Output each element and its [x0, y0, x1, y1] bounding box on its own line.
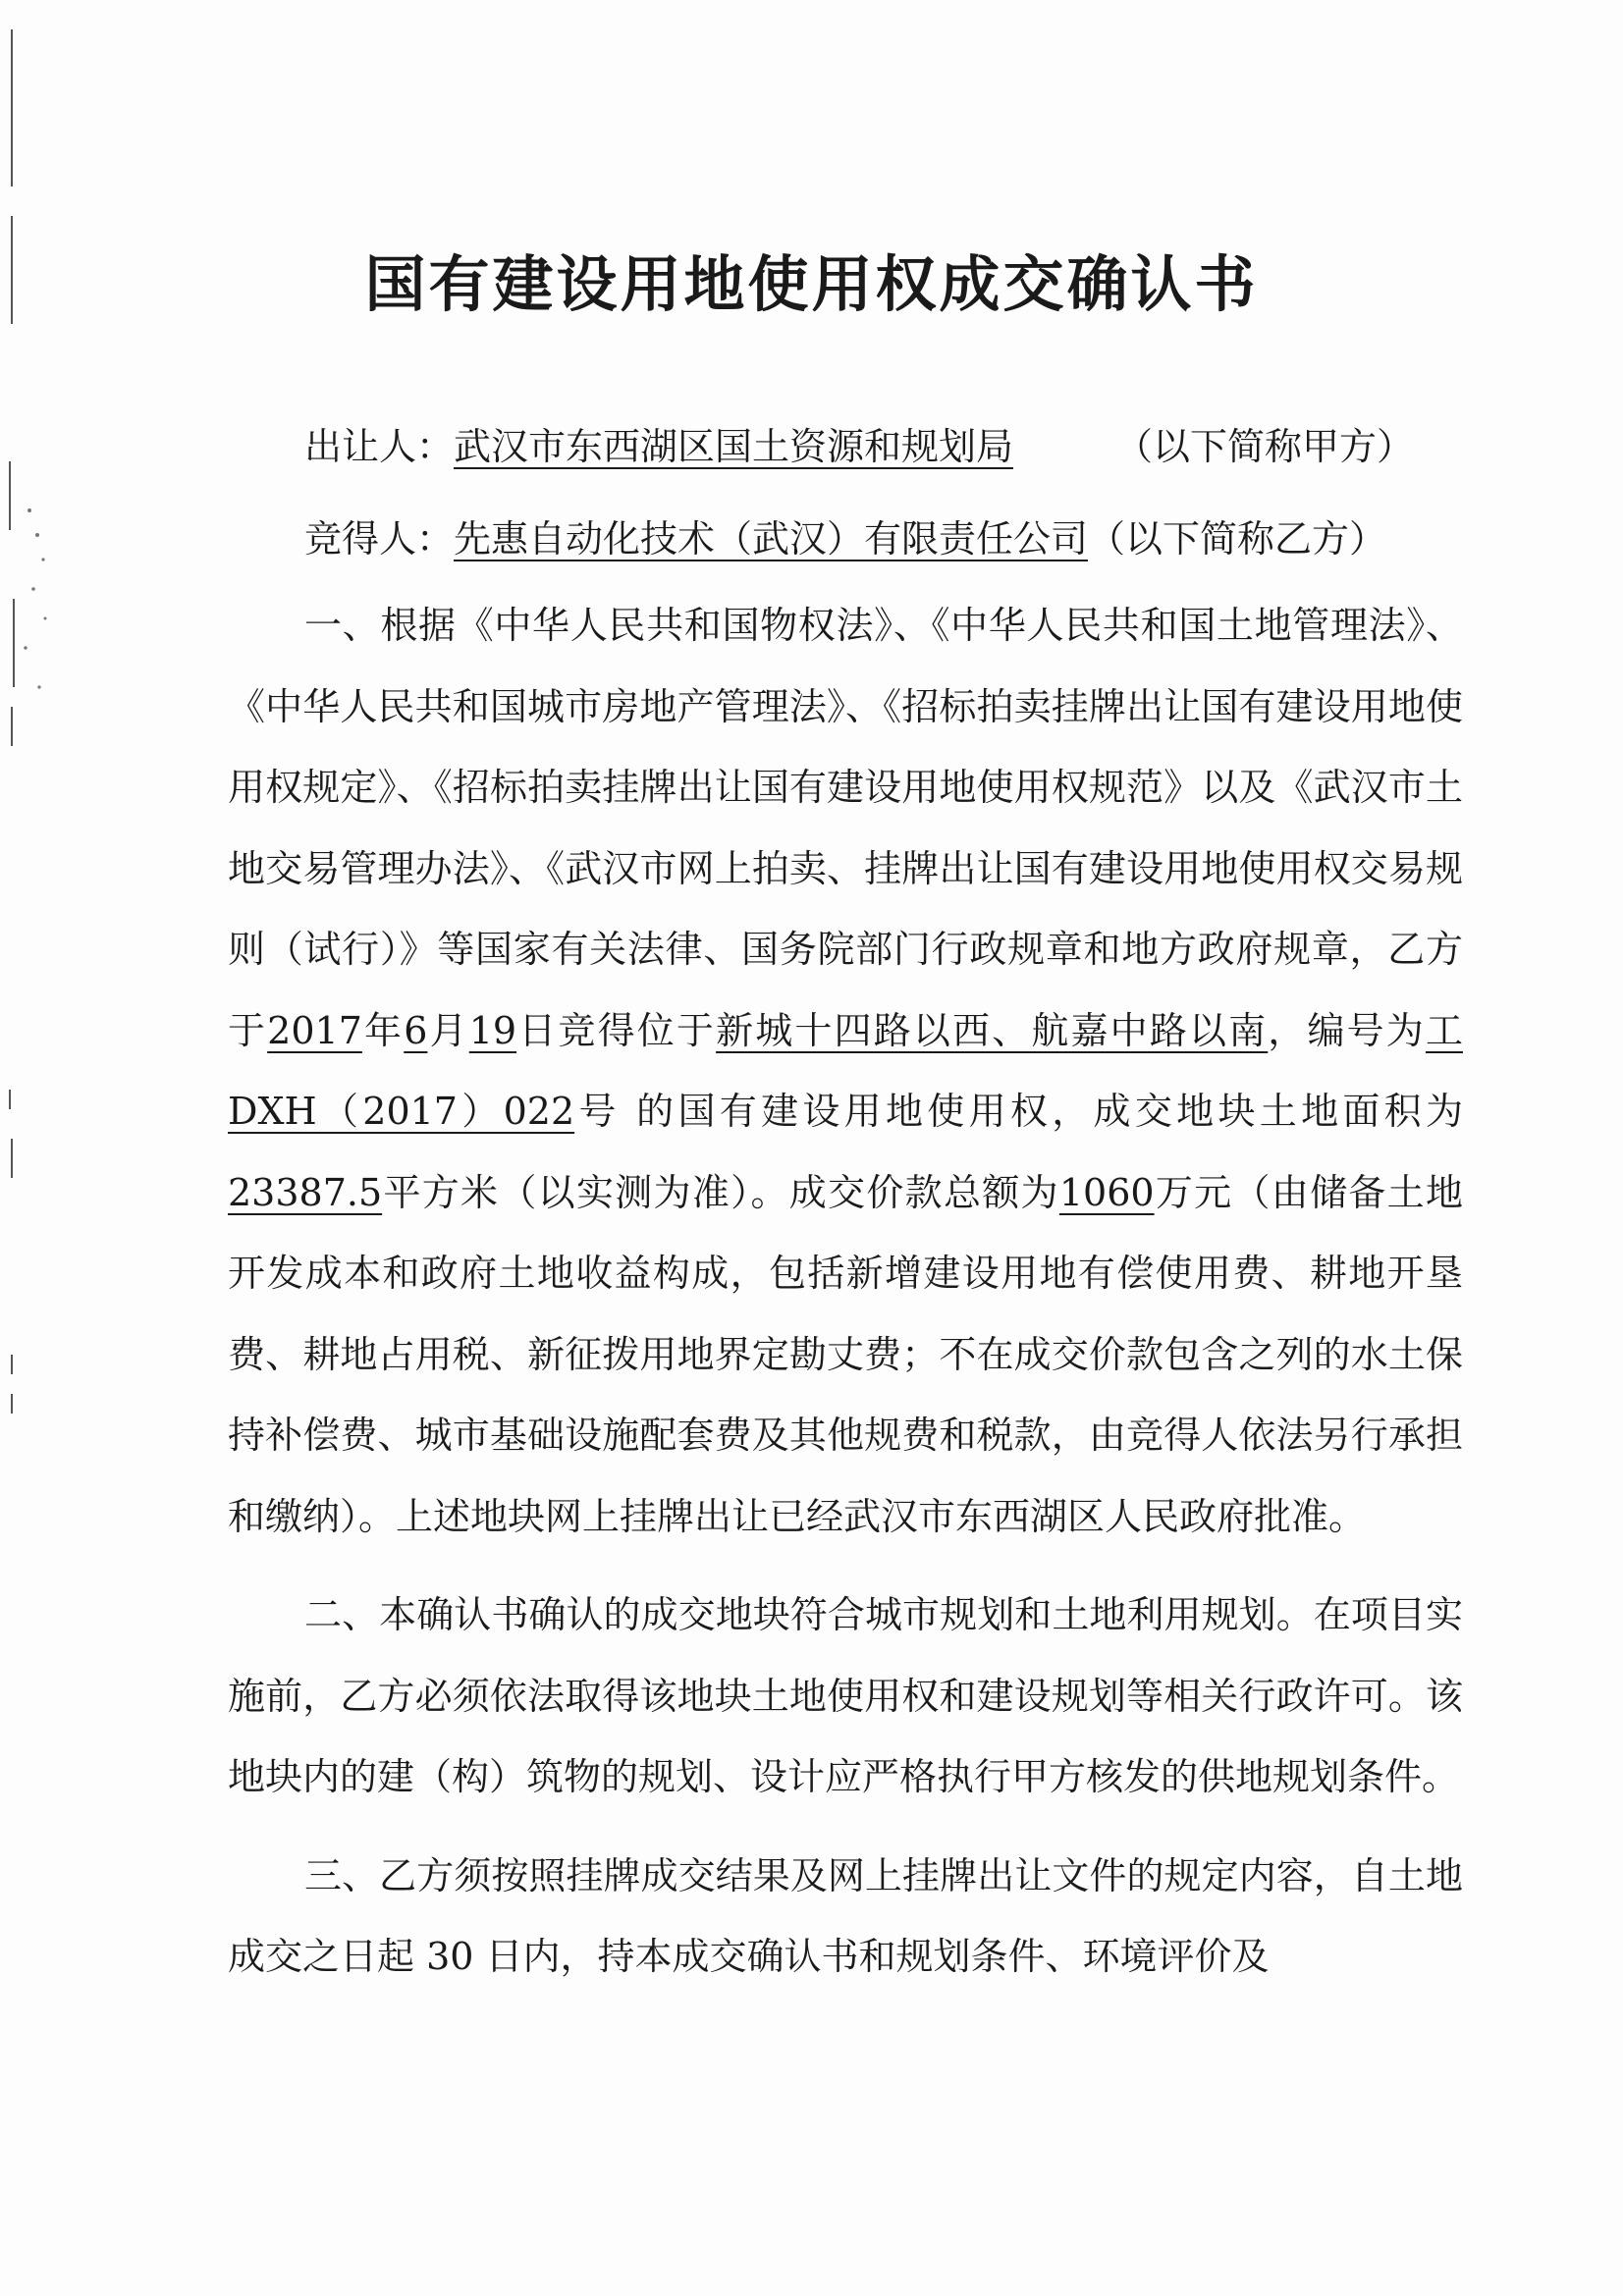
party-a-name: 武汉市东西湖区国土资源和规划局 — [454, 425, 1014, 468]
clause-1-text-e: 平方米（以实测为准）。成交价款总额为 — [382, 1170, 1059, 1214]
document-body — [228, 400, 1463, 1998]
party-a-label: 出让人： — [304, 425, 455, 468]
party-a-line — [228, 400, 1463, 493]
transaction-year: 2017 — [267, 1008, 362, 1052]
parcel-number: 工 DXH（2017）022 — [228, 1008, 1463, 1133]
clause-1-text-c: ，编号为 — [1268, 1008, 1426, 1052]
clause-1-text-f: 万元（由储备土地开发成本和政府土地收益构成，包括新增建设用地有偿使用费、耕地开垦费、耕地占用税、新征拨用地界定勘丈费；不在成交价款包含之列的水土保持补偿费、城市基础设施配套费及其他规费和税款，由竞得人依法另行承担和缴纳）。上述地块网上挂牌出让已经武汉市东西湖区人民政府批准。 — [228, 1170, 1463, 1538]
parcel-area: 23387.5 — [228, 1170, 383, 1214]
scan-edge-marks — [0, 0, 79, 2296]
party-a-note: （以下简称甲方） — [1115, 425, 1415, 468]
party-b-line — [228, 493, 1463, 585]
clause-1 — [228, 585, 1463, 1557]
party-b-note: （以下简称乙方） — [1088, 517, 1387, 561]
clause-1-text-b: 日竞得位于 — [516, 1008, 717, 1052]
clause-3: 三、乙方须按照挂牌成交结果及网上挂牌出让文件的规定内容，自土地成交之日起 30 日内，持本成交确认书和规划条件、环境评价及 — [228, 1853, 1463, 1978]
month-unit: 月 — [427, 1008, 469, 1052]
clause-2: 二、本确认书确认的成交地块符合城市规划和土地利用规划。在项目实施前，乙方必须依法取得该地块土地使用权和建设规划等相关行政许可。该地块内的建（构）筑物的规划、设计应严格执行甲方核发的供地规划条件。 — [228, 1593, 1463, 1798]
clause-1-text-d: 号 的国有建设用地使用权，成交地块土地面积为 — [574, 1090, 1463, 1133]
party-b-label: 竞得人： — [304, 517, 455, 561]
document-title: 国有建设用地使用权成交确认书 — [364, 248, 1259, 320]
transaction-day: 19 — [468, 1008, 517, 1052]
parcel-location: 新城十四路以西、航嘉中路以南 — [716, 1008, 1269, 1052]
party-b-name: 先惠自动化技术（武汉）有限责任公司 — [454, 517, 1089, 561]
transaction-month: 6 — [404, 1008, 428, 1052]
transaction-price: 1060 — [1058, 1170, 1155, 1214]
year-unit: 年 — [361, 1008, 405, 1052]
clause-1-text-a: 一、根据《中华人民共和国物权法》、《中华人民共和国土地管理法》、《中华人民共和国城市房地产管理法》、《招标拍卖挂牌出让国有建设用地使用权规定》、《招标拍卖挂牌出让国有建设用地使用权规范》以及《武汉市土地交易管理办法》、《武汉市网上拍卖、挂牌出让国有建设用地使用权交易规则（试行）》等国家有关法律、国务院部门行政规章和地方政府规章，乙方于 — [228, 604, 1463, 1052]
